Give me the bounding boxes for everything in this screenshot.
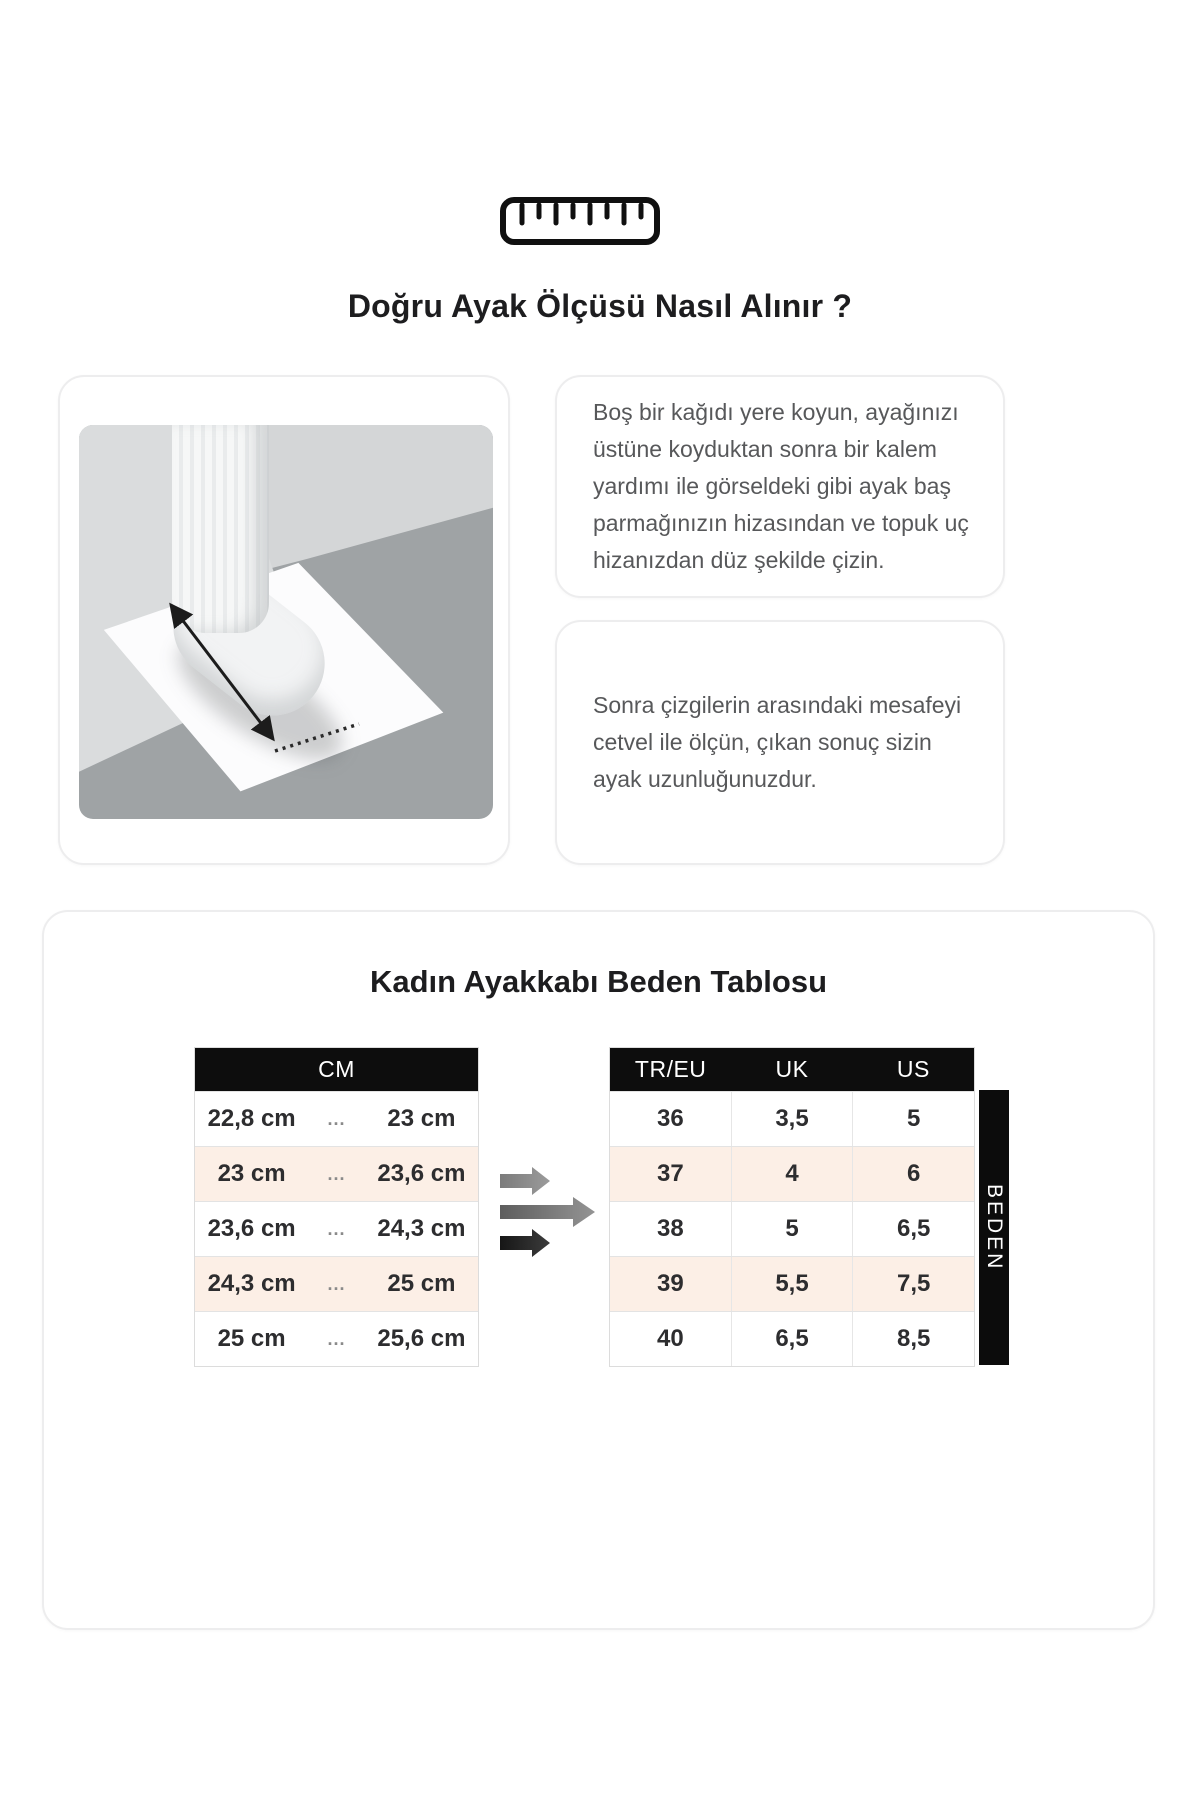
cm-to: 23 cm [387, 1105, 456, 1132]
col-header-us: US [896, 1056, 930, 1082]
cm-from: 22,8 cm [207, 1105, 296, 1132]
cm-table-header: CM [195, 1048, 478, 1091]
size-uk: 5,5 [731, 1257, 853, 1311]
ruler-icon [500, 197, 660, 245]
size-us: 6,5 [852, 1202, 974, 1256]
cm-range-dots: ... [327, 1163, 346, 1184]
cm-range-dots: ... [327, 1328, 346, 1349]
cm-to: 24,3 cm [377, 1215, 466, 1242]
cm-range-dots: ... [327, 1273, 346, 1294]
size-uk: 5 [731, 1202, 853, 1256]
size-chart-title: Kadın Ayakkabı Beden Tablosu [369, 964, 828, 999]
cm-from: 23,6 cm [207, 1215, 296, 1242]
size-uk: 3,5 [731, 1092, 853, 1146]
size-uk: 6,5 [731, 1312, 853, 1366]
foot-measurement-photo [79, 425, 493, 819]
col-header-uk: UK [775, 1056, 809, 1082]
beden-side-label [979, 1090, 1009, 1365]
size-treu: 39 [656, 1270, 684, 1297]
size-us: 7,5 [852, 1257, 974, 1311]
cm-from: 23 cm [217, 1160, 286, 1187]
table-row [195, 1311, 478, 1366]
size-table [609, 1047, 975, 1367]
cm-range-dots: ... [327, 1218, 346, 1239]
size-us: 8,5 [852, 1312, 974, 1366]
size-us: 5 [852, 1092, 974, 1146]
cm-from: 25 cm [217, 1325, 286, 1352]
triple-right-arrows-icon [496, 1162, 596, 1262]
cm-from: 24,3 cm [207, 1270, 296, 1297]
table-row [610, 1201, 974, 1256]
size-table-header [610, 1048, 974, 1091]
cm-table [194, 1047, 479, 1367]
table-row [195, 1256, 478, 1311]
table-row [195, 1201, 478, 1256]
size-us: 6 [852, 1147, 974, 1201]
instruction-image-card [58, 375, 510, 865]
size-uk: 4 [731, 1147, 853, 1201]
cm-to: 25 cm [387, 1270, 456, 1297]
cm-range-dots: ... [327, 1108, 346, 1129]
instruction-card-2 [555, 620, 1005, 865]
instruction-text-2: Sonra çizgilerin arasındaki mesafeyi cetvel ile ölçün, çıkan sonuç sizin ayak uzunluğunuzdur. [593, 692, 962, 792]
cm-to: 25,6 cm [377, 1325, 466, 1352]
size-treu: 38 [656, 1215, 684, 1242]
instruction-card-1 [555, 375, 1005, 598]
col-header-treu: TR/EU [634, 1056, 707, 1082]
table-row [610, 1256, 974, 1311]
table-row [195, 1146, 478, 1201]
size-treu: 40 [656, 1325, 684, 1352]
table-row [610, 1311, 974, 1366]
cm-to: 23,6 cm [377, 1160, 466, 1187]
table-row [610, 1091, 974, 1146]
size-treu: 36 [656, 1105, 684, 1132]
measurement-arrow-icon [79, 425, 493, 819]
table-row [610, 1146, 974, 1201]
table-row [195, 1091, 478, 1146]
page-title: Doğru Ayak Ölçüsü Nasıl Alınır ? [347, 288, 853, 324]
beden-label-text: BEDEN [983, 1183, 1006, 1272]
size-treu: 37 [656, 1160, 684, 1187]
size-chart-card [42, 910, 1155, 1630]
instruction-text-1: Boş bir kağıdı yere koyun, ayağınızı üstüne koyduktan sonra bir kalem yardımı ile görseldeki gibi ayak baş parmağınızın hizasından ve topuk uç hizanızdan düz şekilde çizin. [593, 399, 969, 573]
